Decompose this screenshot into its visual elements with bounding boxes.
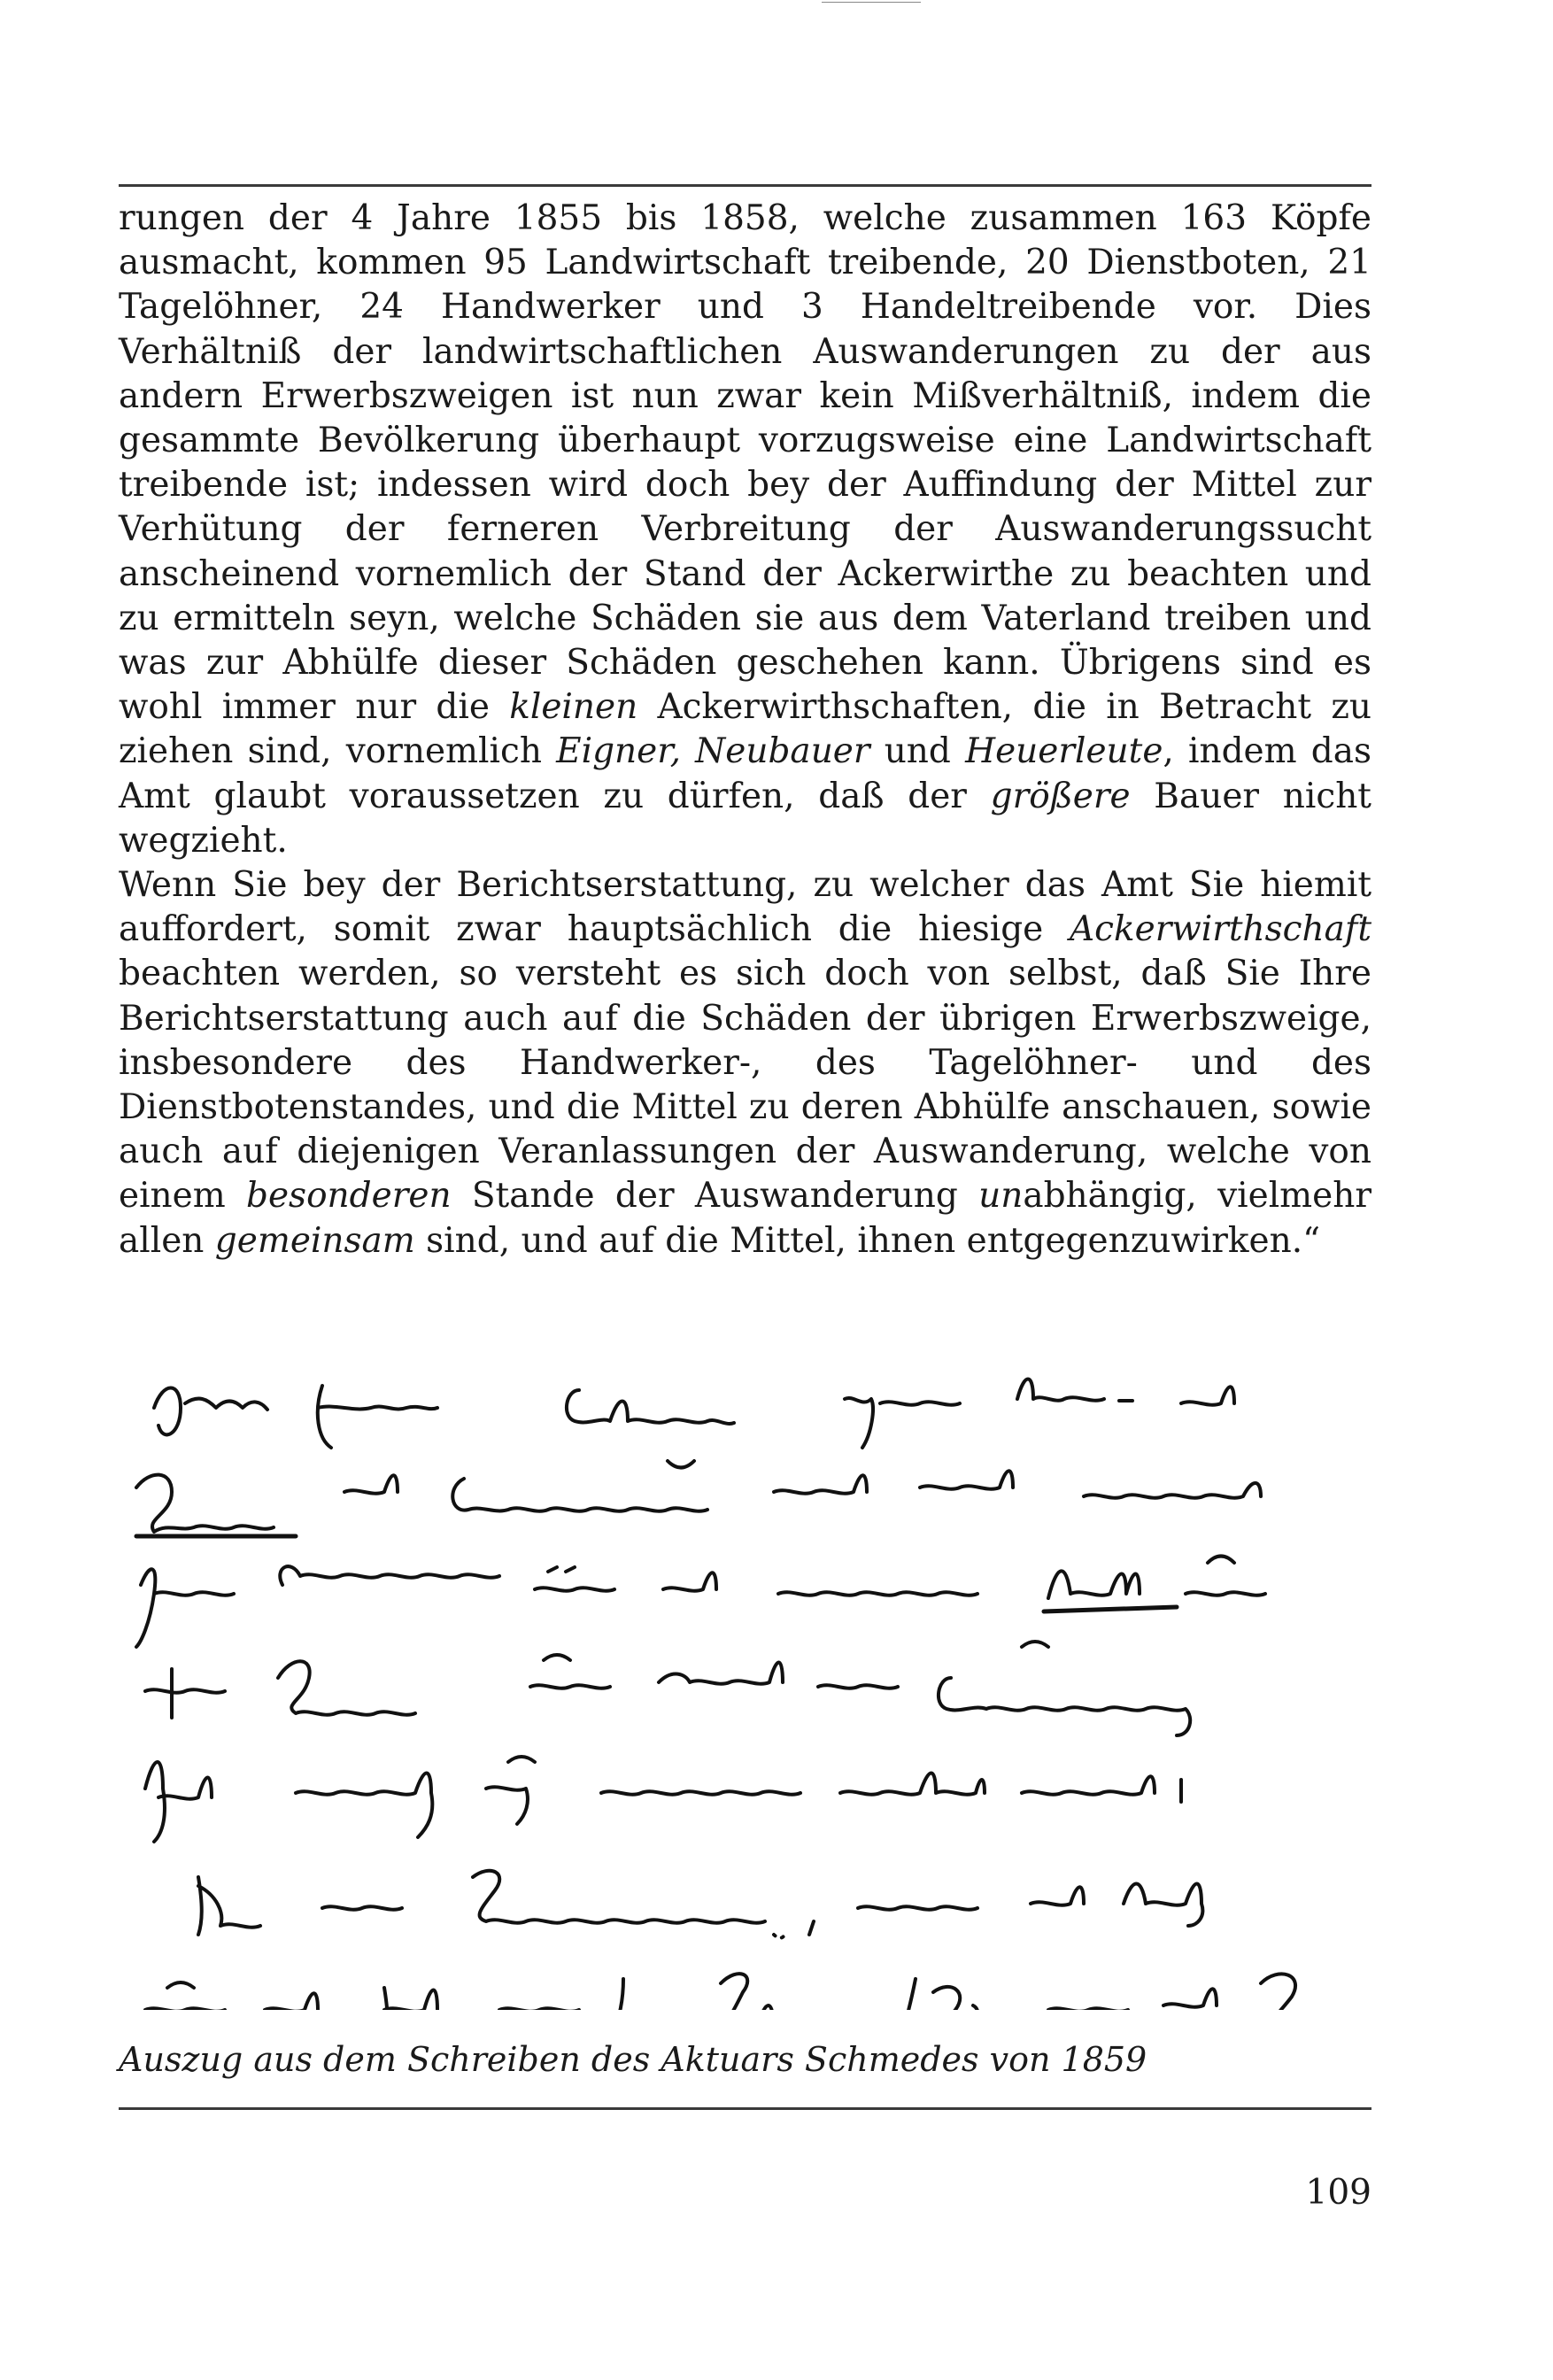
page-number: 109 [1305, 2173, 1371, 2213]
paragraph-2: Wenn Sie bey der Berichtserstattung, zu welcher das Amt Sie hiemit auffordert, somit zwar hauptsächlich die hiesige Ackerwirthschaft beachten werden, so versteht es sich doch von selbst, daß Sie Ihre Berichtserstattung auch auf die Schäden der übrigen Erwerbszweige, insbesondere des Handwerker-, des Tagelöhner- und des Dienstbotenstandes, und die Mittel zu deren Abhülfe anschauen, sowie auch auf diejenigen Veranlassungen der Auswanderung, welche von einem besonderen Stande der Auswanderung unabhängig, vielmehr allen gemeinsam sind, und auf die Mittel, ihnen entgegenzuwirken.“ [119, 865, 1371, 1261]
handwritten-excerpt-image [119, 1355, 1371, 2010]
body-text [119, 197, 1371, 1263]
paragraph-1: rungen der 4 Jahre 1855 bis 1858, welche zusammen 163 Köpfe ausmacht, kommen 95 Landwirtschaft treibende, 20 Dienstboten, 21 Tagelöhner, 24 Handwerker und 3 Handeltreibende vor. Dies Verhältniß der landwirtschaftlichen Auswanderungen zu der aus andern Erwerbszweigen ist nun zwar kein Mißverhältniß, indem die gesammte Bevölkerung überhaupt vorzugsweise eine Landwirtschaft treibende ist; indessen wird doch bey der Auffindung der Mittel zur Verhütung der ferneren Verbreitung der Auswanderungssucht anscheinend vornemlich der Stand der Ackerwirthe zu beachten und zu ermitteln seyn, welche Schäden sie aus dem Vaterland treiben und was zur Abhülfe dieser Schäden geschehen kann. Übrigens sind es wohl immer nur die kleinen Ackerwirthschaften, die in Betracht zu ziehen sind, vornemlich Eigner, Neubauer und Heuerleute, indem das Amt glaubt voraussetzen zu dürfen, daß der größere Bauer nicht wegzieht. [119, 198, 1371, 861]
handwriting-illustration [119, 1355, 1371, 2010]
figure-caption: Auszug aus dem Schreiben des Aktuars Schmedes von 1859 [119, 2040, 1147, 2079]
bottom-rule [119, 2107, 1371, 2110]
top-edge-mark [822, 2, 921, 3]
top-rule [119, 184, 1371, 187]
